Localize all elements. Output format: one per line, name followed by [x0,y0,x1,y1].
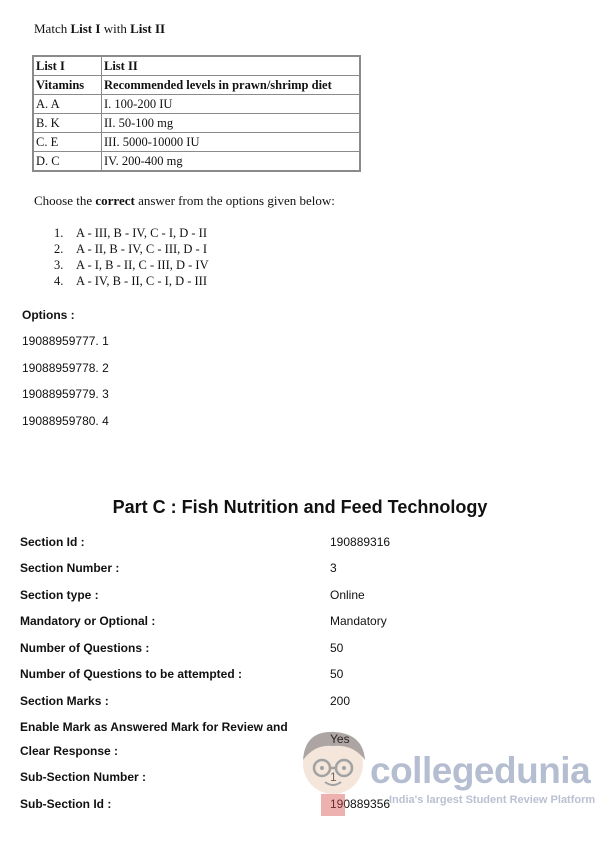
list-item [54,241,209,257]
option-item: 19088959777. 1 [22,334,109,348]
answer-number: 4. [54,274,64,288]
section-key: Sub-Section Number : [20,770,147,784]
table-header-row [33,56,360,76]
section-value: 190889356 [330,797,391,811]
options-label: Options : [22,308,75,322]
table-header-cell: List II [102,56,361,76]
section-value: 190889316 [330,535,391,549]
intro-list1: List I [70,21,101,36]
table-subheader-cell: Vitamins [33,76,102,95]
answer-number: 2. [54,242,64,256]
table-cell: A. A [33,95,102,114]
table-cell: II. 50-100 mg [102,114,361,133]
section-value: Mandatory [330,614,387,628]
answer-number: 1. [54,226,64,240]
list-item [54,273,209,289]
section-value: 50 [330,641,344,655]
section-value: Online [330,588,365,602]
section-key: Section Id : [20,535,85,549]
choose-suffix: answer from the options given below: [134,193,335,208]
section-value: 50 [330,667,344,681]
table-cell: D. C [33,152,102,172]
intro-prefix: Match [34,21,71,36]
table-cell: IV. 200-400 mg [102,152,361,172]
watermark-brand: collegedunia [370,750,591,791]
option-item: 19088959779. 3 [22,387,109,401]
choose-instruction [34,193,335,209]
table-cell: B. K [33,114,102,133]
section-key: Clear Response : [20,744,119,758]
section-key: Mandatory or Optional : [20,614,156,628]
table-row [33,114,360,133]
answer-list [54,225,209,289]
choose-bold: correct [95,193,135,208]
table-cell: I. 100-200 IU [102,95,361,114]
section-key: Section Number : [20,561,120,575]
section-key: Number of Questions to be attempted : [20,667,243,681]
section-key: Sub-Section Id : [20,797,112,811]
list-item [54,225,209,241]
table-row [33,95,360,114]
section-value: Yes [330,732,350,746]
table-row [33,152,360,172]
part-title: Part C : Fish Nutrition and Feed Technology [112,497,488,517]
option-item: 19088959780. 4 [22,414,109,428]
question-intro [34,21,165,37]
choose-prefix: Choose the [34,193,96,208]
answer-text: A - IV, B - II, C - I, D - III [76,274,207,288]
table-cell: III. 5000-10000 IU [102,133,361,152]
watermark-tagline: India's largest Student Review Platform [389,794,595,806]
intro-with: with [100,21,131,36]
section-value: 1 [330,770,337,784]
answer-number: 3. [54,258,64,272]
section-value: 200 [330,694,351,708]
section-key: Section type : [20,588,99,602]
section-key: Section Marks : [20,694,109,708]
table-subheader-row [33,76,360,95]
table-cell: C. E [33,133,102,152]
option-item: 19088959778. 2 [22,361,109,375]
intro-list2: List II [130,21,166,36]
answer-text: A - III, B - IV, C - I, D - II [76,226,207,240]
table-header-cell: List I [33,56,102,76]
table-subheader-cell: Recommended levels in prawn/shrimp diet [102,76,361,95]
answer-text: A - I, B - II, C - III, D - IV [76,258,209,272]
section-key: Number of Questions : [20,641,150,655]
section-value: 3 [330,561,337,575]
answer-text: A - II, B - IV, C - III, D - I [76,242,207,256]
list-item [54,257,209,273]
match-table [32,55,361,172]
table-row [33,133,360,152]
section-key: Enable Mark as Answered Mark for Review and [20,720,288,734]
